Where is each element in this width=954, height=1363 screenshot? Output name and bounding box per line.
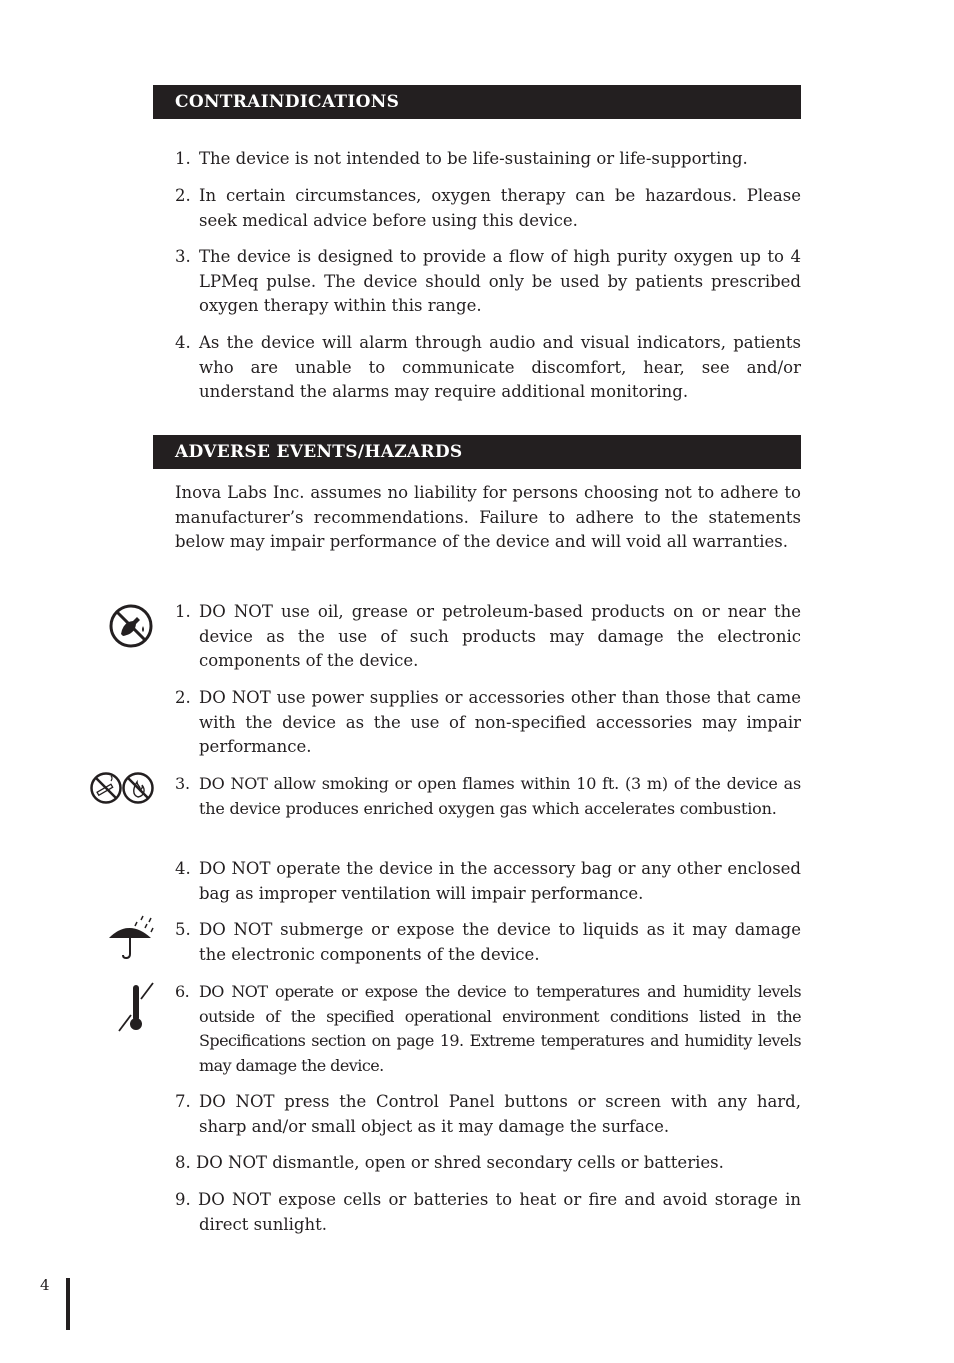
adverse-events-heading [153, 435, 801, 469]
item-text: DO NOT dismantle, open or shred secondary cells or batteries. [196, 1153, 724, 1172]
hazard-item-9 [175, 1188, 801, 1237]
no-oil-grease-icon [107, 604, 155, 648]
hazard-item-4 [175, 857, 801, 906]
item-number: 5. [175, 920, 191, 939]
adverse-intro-paragraph: Inova Labs Inc. assumes no liability for persons choosing not to adhere to manufacturer’s recommendations. Failure to adhere to the statements below may impair performance of the device and will void all warranties. [175, 483, 801, 552]
contraindications-heading-text: CONTRAINDICATIONS [175, 92, 400, 112]
item-text: DO NOT operate or expose the device to temperatures and humidity levels outside of the specified operational environment conditions listed in the Specifications section on page 19. Extreme temperatures and humidity levels may damage the device. [199, 982, 801, 1075]
item-number: 7. [175, 1092, 191, 1111]
item-number: 6. [175, 982, 190, 1001]
item-number: 4. [175, 333, 191, 352]
item-text: DO NOT expose cells or batteries to heat or fire and avoid storage in direct sunlight. [197, 1190, 801, 1234]
contraindications-heading [153, 85, 801, 119]
item-number: 3. [175, 247, 191, 266]
contraindication-item-4 [175, 331, 801, 405]
adverse-events-heading-text: ADVERSE EVENTS/HAZARDS [175, 442, 463, 462]
hazard-item-5 [175, 918, 801, 967]
page-number: 4 [40, 1276, 50, 1294]
item-number: 2. [175, 186, 191, 205]
item-text: DO NOT submerge or expose the device to liquids as it may damage the electronic components of the device. [199, 920, 801, 964]
contraindication-item-1 [175, 147, 801, 172]
item-text: DO NOT use oil, grease or petroleum-based products on or near the device as the use of such products may damage the electronic components of the device. [199, 602, 801, 671]
item-text: In certain circumstances, oxygen therapy can be hazardous. Please seek medical advice before using this device. [199, 186, 801, 230]
hazard-item-7 [175, 1090, 801, 1139]
item-number: 2. [175, 688, 191, 707]
hazard-item-1 [175, 600, 801, 674]
item-text: The device is not intended to be life-sustaining or life-supporting. [199, 149, 748, 168]
temperature-limit-icon [115, 981, 157, 1033]
contraindication-item-3 [175, 245, 801, 319]
item-text: As the device will alarm through audio and visual indicators, patients who are unable to communicate discomfort, hear, see and/or understand the alarms may require additional monitoring. [199, 333, 801, 402]
item-number: 1. [175, 602, 191, 621]
item-text: DO NOT use power supplies or accessories other than those that came with the device as the use of non-specified accessories may impair performance. [199, 688, 801, 757]
item-number: 8. [175, 1153, 191, 1172]
item-number: 9. [175, 1190, 191, 1209]
keep-dry-umbrella-icon [107, 912, 157, 962]
item-number: 1. [175, 149, 191, 168]
item-text: DO NOT press the Control Panel buttons or screen with any hard, sharp and/or small object as it may damage the surface. [199, 1092, 801, 1136]
hazard-item-3 [175, 772, 801, 821]
no-smoking-icon [89, 771, 123, 805]
hazard-item-8 [175, 1151, 801, 1176]
contraindication-item-2 [175, 184, 801, 233]
item-text: DO NOT operate the device in the accessory bag or any other enclosed bag as improper ventilation will impair performance. [199, 859, 801, 903]
hazard-item-2 [175, 686, 801, 760]
item-number: 3. [175, 774, 190, 793]
no-open-flame-icon [121, 771, 155, 805]
page-margin-rule [66, 1278, 70, 1330]
item-text: The device is designed to provide a flow of high purity oxygen up to 4 LPMeq pulse. The device should only be used by patients prescribed oxygen therapy within this range. [199, 247, 801, 316]
hazard-item-6 [175, 980, 801, 1078]
item-number: 4. [175, 859, 191, 878]
item-text: DO NOT allow smoking or open flames within 10 ft. (3 m) of the device as the device produces enriched oxygen gas which accelerates combustion. [199, 774, 801, 818]
